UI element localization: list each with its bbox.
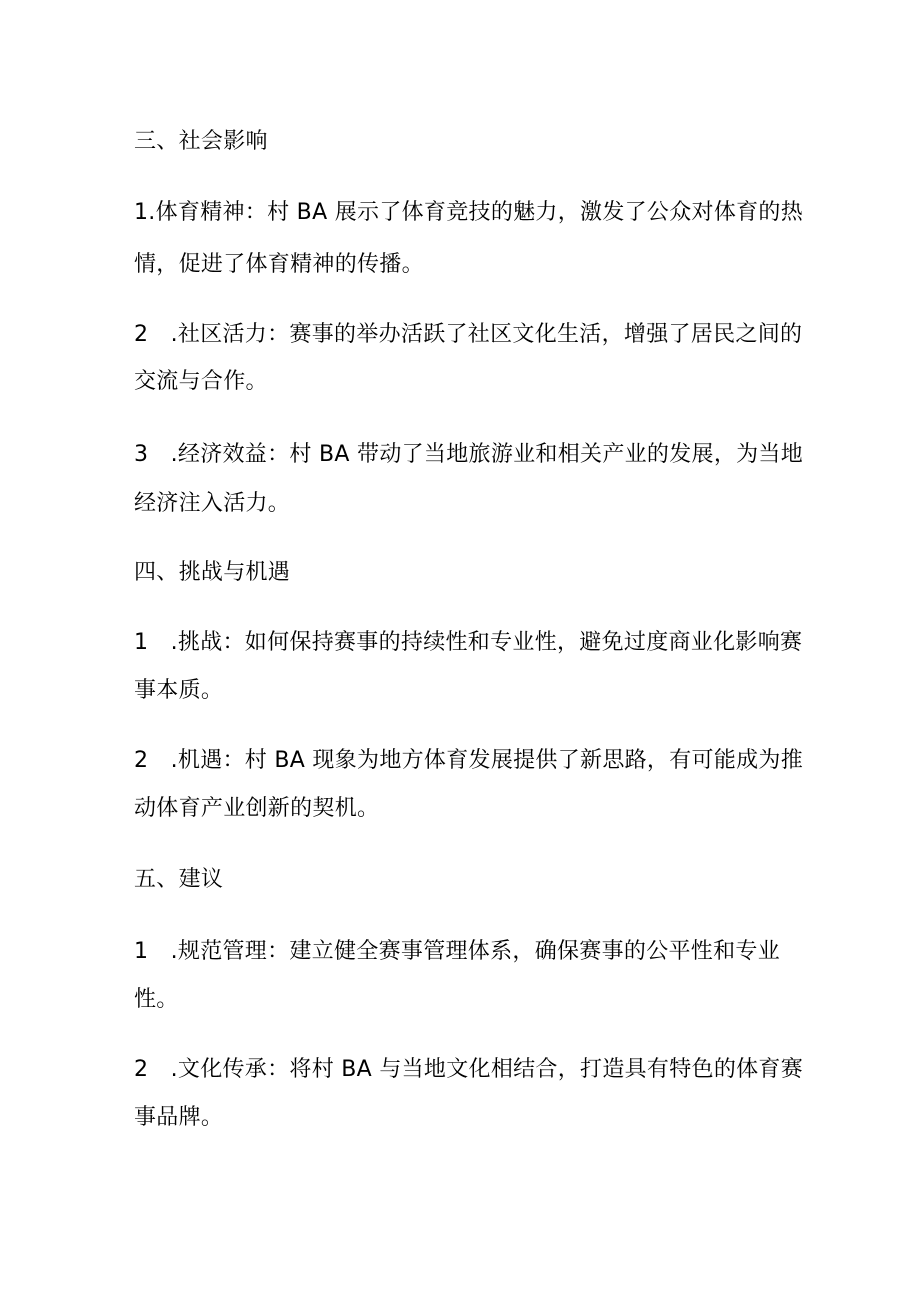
item-opportunity-line2: 动体育产业创新的契机。 bbox=[134, 796, 380, 821]
item-cultural-heritage-line1: 2 .文化传承：将村 BA 与当地文化相结合，打造具有特色的体育赛 bbox=[134, 1057, 804, 1082]
item-sports-spirit-line1: 1.体育精神：村 BA 展示了体育竞技的魅力，激发了公众对体育的热 bbox=[134, 200, 804, 225]
item-opportunity-line1: 2 .机遇：村 BA 现象为地方体育发展提供了新思路，有可能成为推 bbox=[134, 748, 804, 773]
item-standard-management-line2: 性。 bbox=[134, 987, 179, 1012]
item-sports-spirit-line2: 情，促进了体育精神的传播。 bbox=[134, 252, 424, 277]
item-community-vitality-line2: 交流与合作。 bbox=[134, 369, 268, 394]
item-economic-benefit-line2: 经济注入活力。 bbox=[134, 491, 291, 516]
item-standard-management-line1: 1 .规范管理：建立健全赛事管理体系，确保赛事的公平性和专业 bbox=[134, 939, 780, 964]
item-community-vitality-line1: 2 .社区活力：赛事的举办活跃了社区文化生活，增强了居民之间的 bbox=[134, 322, 803, 347]
section-heading-suggestions: 五、建议 bbox=[134, 867, 224, 892]
section-heading-social-impact: 三、社会影响 bbox=[134, 129, 268, 154]
item-cultural-heritage-line2: 事品牌。 bbox=[134, 1105, 224, 1130]
item-challenge-line2: 事本质。 bbox=[134, 678, 224, 703]
item-economic-benefit-line1: 3 .经济效益：村 BA 带动了当地旅游业和相关产业的发展，为当地 bbox=[134, 442, 804, 467]
section-heading-challenges: 四、挑战与机遇 bbox=[134, 560, 291, 585]
item-challenge-line1: 1 .挑战：如何保持赛事的持续性和专业性，避免过度商业化影响赛 bbox=[134, 630, 803, 655]
